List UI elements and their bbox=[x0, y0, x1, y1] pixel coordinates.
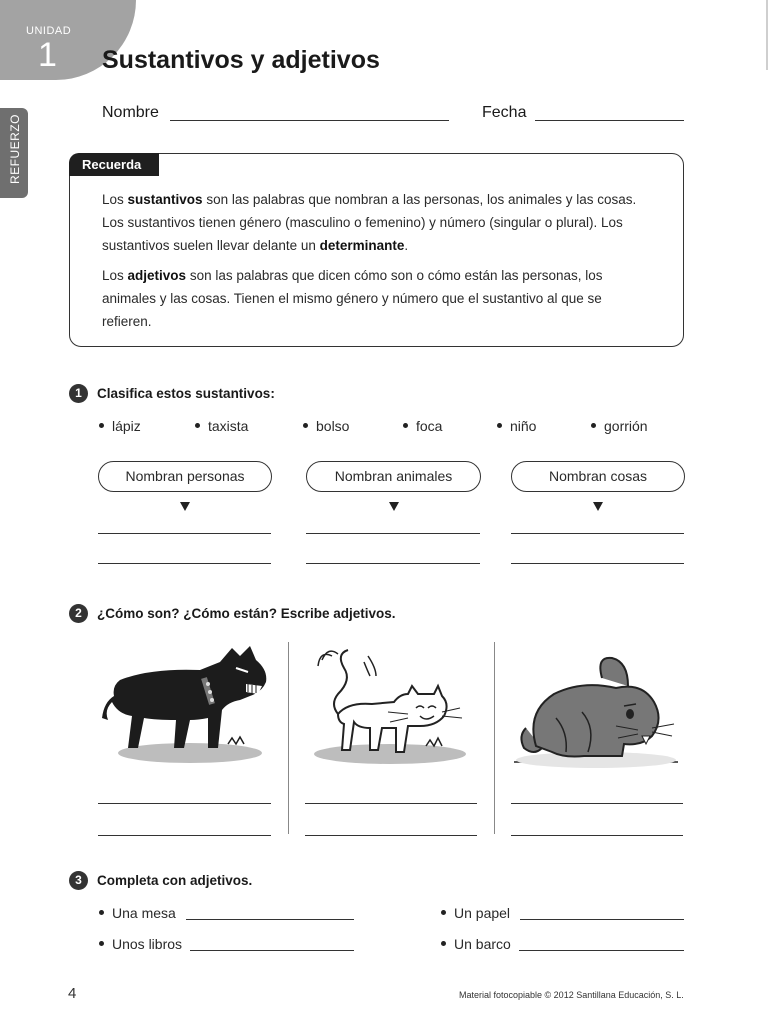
bullet-icon bbox=[99, 910, 104, 915]
unit-number: 1 bbox=[38, 36, 57, 74]
bullet-icon bbox=[497, 423, 502, 428]
bullet-icon bbox=[99, 941, 104, 946]
unit-label: UNIDAD bbox=[26, 25, 72, 37]
answer-line[interactable] bbox=[98, 803, 271, 804]
answer-line[interactable] bbox=[98, 835, 271, 836]
word-item: bolso bbox=[303, 418, 349, 434]
arrow-down-icon bbox=[593, 502, 603, 511]
date-field[interactable] bbox=[535, 120, 684, 121]
recuerda-tag: Recuerda bbox=[69, 153, 159, 176]
column-divider bbox=[494, 642, 495, 834]
bullet-icon bbox=[195, 423, 200, 428]
answer-line[interactable] bbox=[98, 533, 271, 534]
date-label: Fecha bbox=[482, 104, 527, 121]
recuerda-paragraph-1: Los sustantivos son las palabras que nombran a las personas, los animales y las cosas. Los sustantivos tienen género (masculino o femenino) y número (singular o plural). Los sustantivos suelen llevar delante un determinante. bbox=[102, 192, 637, 253]
exercise-3-number: 3 bbox=[69, 871, 88, 890]
sentence-item: Un papel bbox=[441, 905, 510, 921]
word-item: lápiz bbox=[99, 418, 141, 434]
answer-line[interactable] bbox=[305, 803, 477, 804]
sad-rabbit-illustration bbox=[512, 652, 682, 774]
name-field[interactable] bbox=[170, 120, 449, 121]
arrow-down-icon bbox=[389, 502, 399, 511]
word-item: foca bbox=[403, 418, 442, 434]
answer-line[interactable] bbox=[305, 835, 477, 836]
column-divider bbox=[288, 642, 289, 834]
answer-line[interactable] bbox=[519, 950, 684, 951]
page-number: 4 bbox=[68, 985, 77, 1002]
answer-line[interactable] bbox=[306, 563, 480, 564]
category-animals: Nombran animales bbox=[306, 461, 481, 492]
name-label: Nombre bbox=[102, 104, 159, 121]
word-item: taxista bbox=[195, 418, 248, 434]
sentence-item: Un barco bbox=[441, 936, 511, 952]
answer-line[interactable] bbox=[511, 803, 683, 804]
answer-line[interactable] bbox=[190, 950, 354, 951]
exercise-1-title: Clasifica estos sustantivos: bbox=[97, 386, 275, 401]
recuerda-paragraph-2: Los adjetivos son las palabras que dicen cómo son o cómo están las personas, los animales y las cosas. Tienen el mismo género y número que el sustantivo al que se refieren. bbox=[102, 268, 603, 329]
exercise-1-number: 1 bbox=[69, 384, 88, 403]
category-people: Nombran personas bbox=[98, 461, 272, 492]
answer-line[interactable] bbox=[520, 919, 684, 920]
word-item: gorrión bbox=[591, 418, 648, 434]
bullet-icon bbox=[591, 423, 596, 428]
answer-line[interactable] bbox=[306, 533, 480, 534]
bullet-icon bbox=[303, 423, 308, 428]
sentence-item: Una mesa bbox=[99, 905, 176, 921]
answer-line[interactable] bbox=[511, 835, 683, 836]
sentence-item: Unos libros bbox=[99, 936, 182, 952]
happy-cat-illustration bbox=[308, 642, 478, 772]
answer-line[interactable] bbox=[186, 919, 354, 920]
exercise-3-title: Completa con adjetivos. bbox=[97, 873, 253, 888]
exercise-2-title: ¿Cómo son? ¿Cómo están? Escribe adjetivos. bbox=[97, 606, 396, 621]
word-item: niño bbox=[497, 418, 536, 434]
bullet-icon bbox=[403, 423, 408, 428]
exercise-2-number: 2 bbox=[69, 604, 88, 623]
angry-dog-illustration bbox=[100, 640, 280, 772]
copyright-notice: Material fotocopiable © 2012 Santillana Educación, S. L. bbox=[459, 990, 684, 1000]
answer-line[interactable] bbox=[98, 563, 271, 564]
bullet-icon bbox=[441, 910, 446, 915]
arrow-down-icon bbox=[180, 502, 190, 511]
category-things: Nombran cosas bbox=[511, 461, 685, 492]
answer-line[interactable] bbox=[511, 563, 684, 564]
bullet-icon bbox=[99, 423, 104, 428]
answer-line[interactable] bbox=[511, 533, 684, 534]
page-title: Sustantivos y adjetivos bbox=[102, 46, 380, 74]
bullet-icon bbox=[441, 941, 446, 946]
side-tab-label: REFUERZO bbox=[8, 114, 22, 184]
